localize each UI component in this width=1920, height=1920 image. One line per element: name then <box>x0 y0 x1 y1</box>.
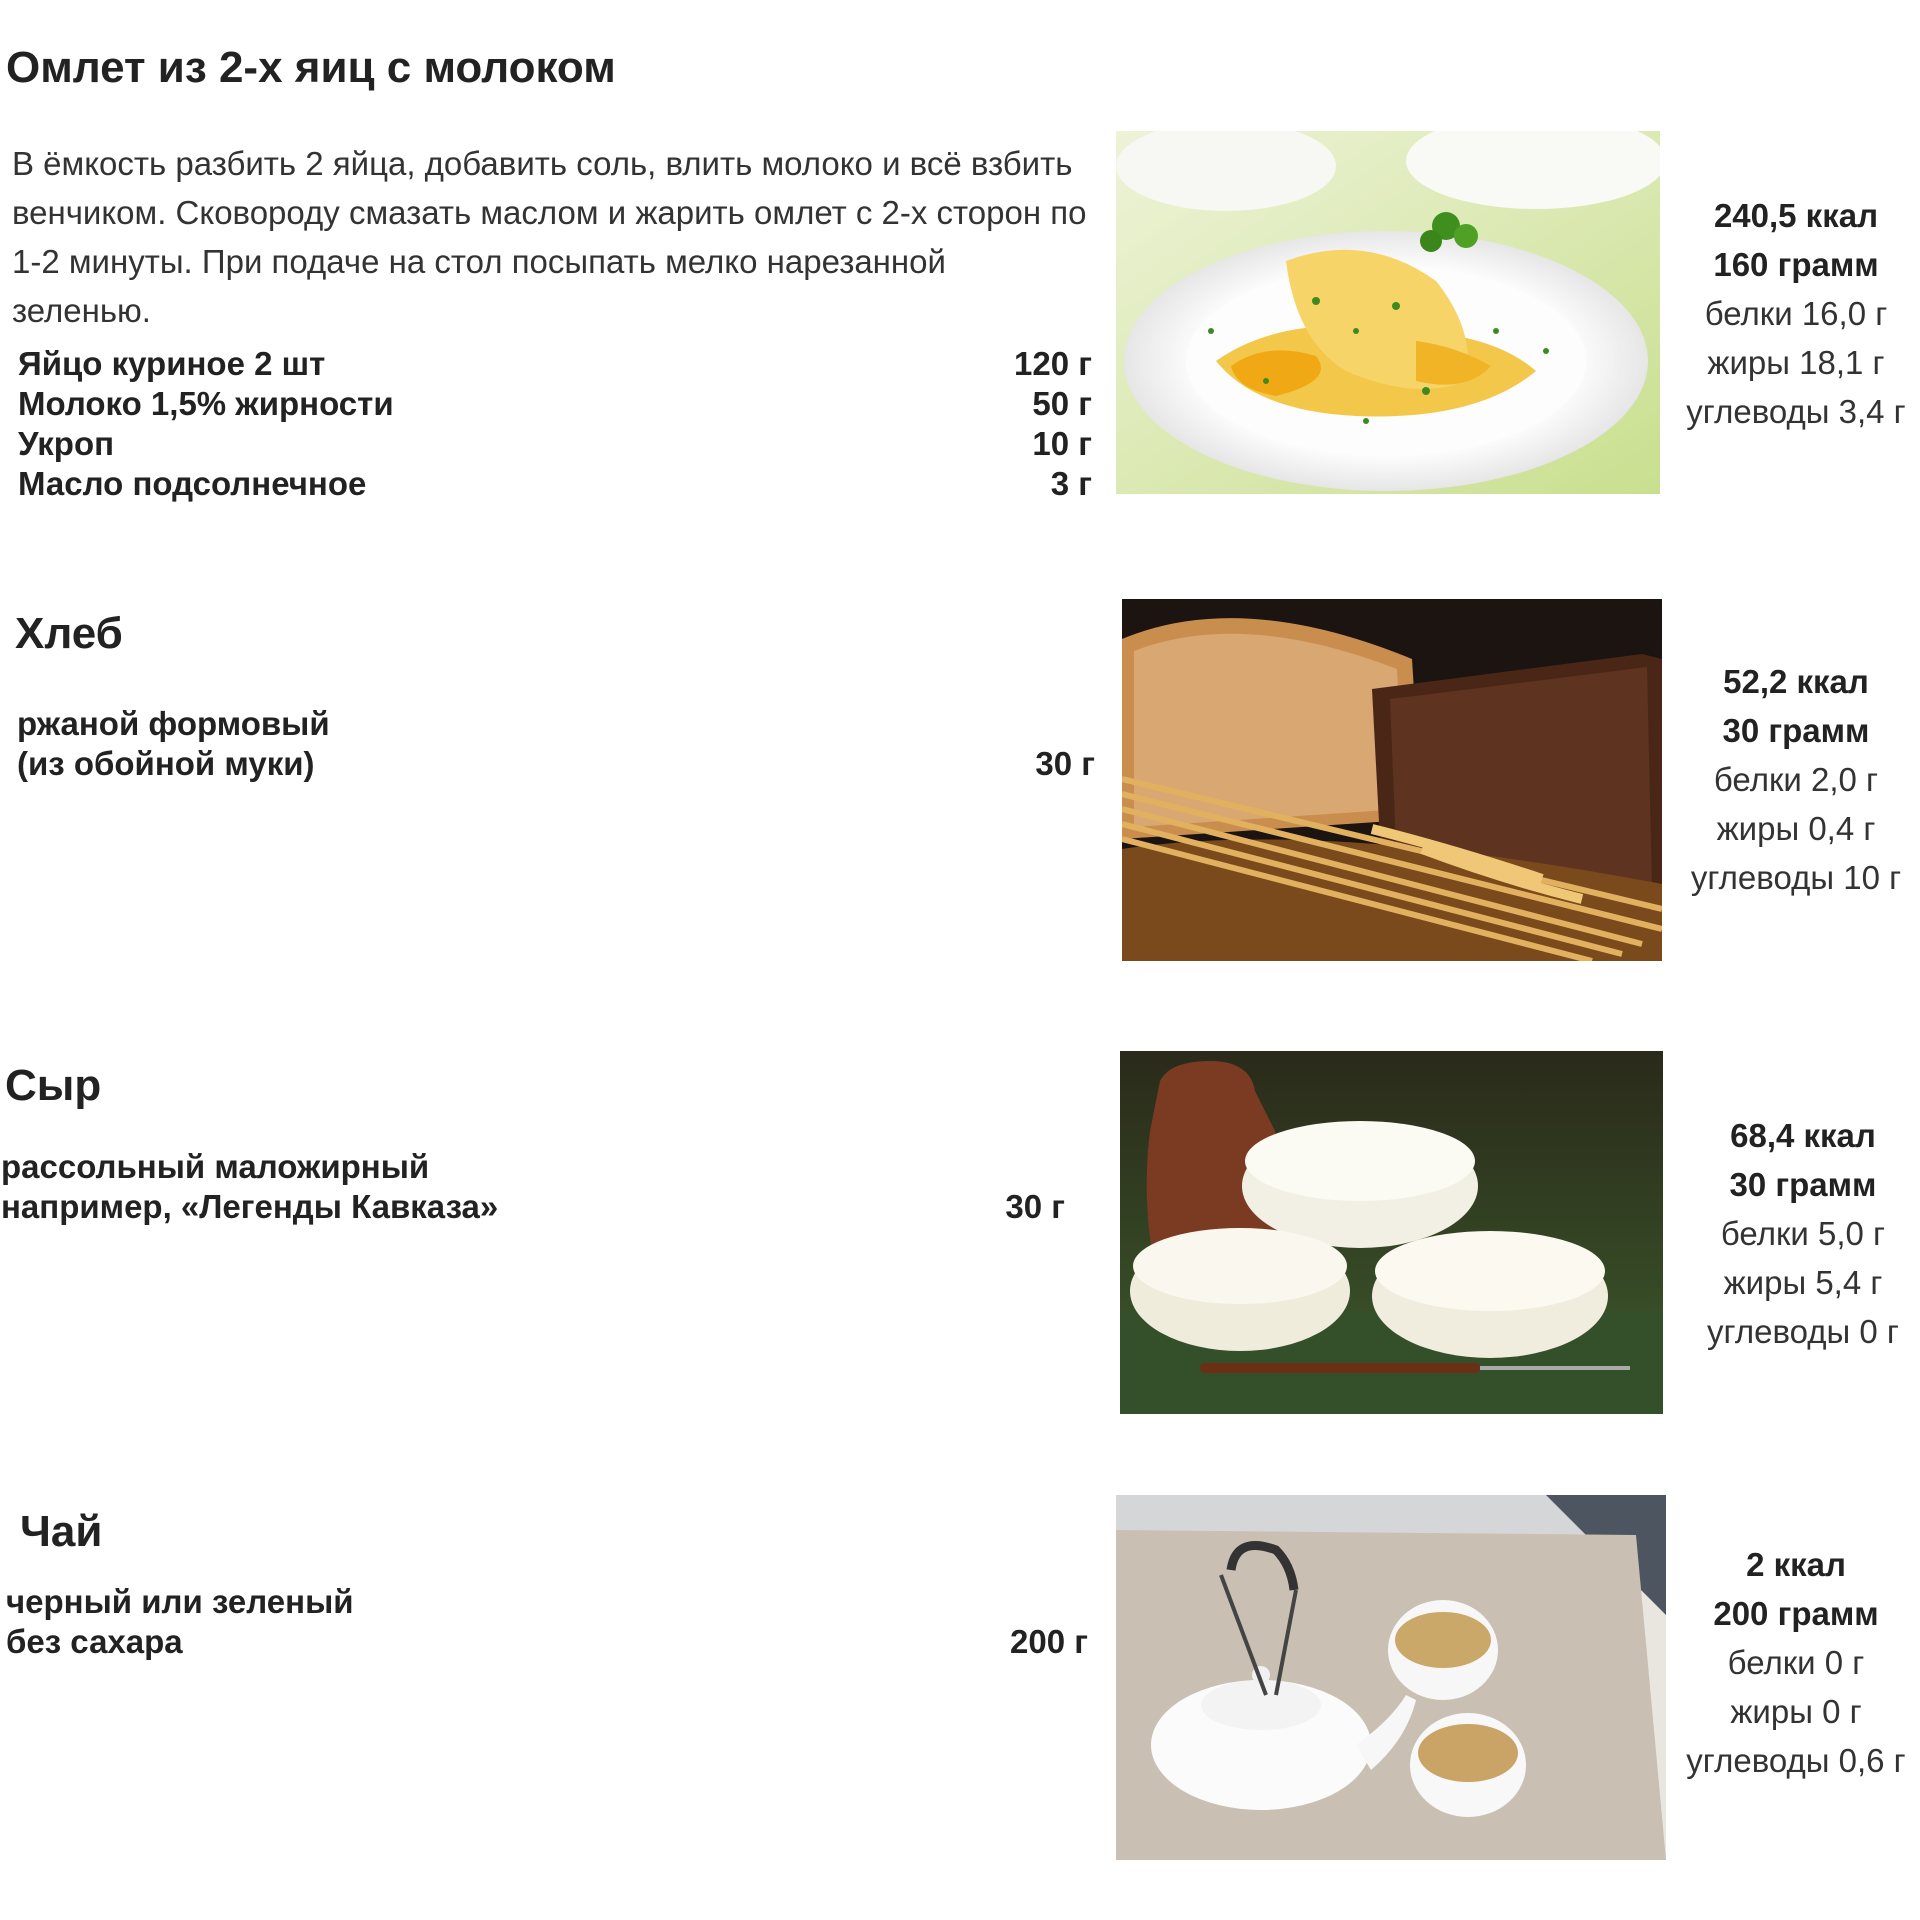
fat: жиры 0 г <box>1730 1693 1862 1730</box>
ingredient-name: Масло подсолнечное <box>18 465 367 502</box>
tea-title: Чай <box>20 1507 103 1556</box>
ingredient-amount: 10 г <box>1032 425 1092 462</box>
tea-nutrition <box>1673 1540 1919 1785</box>
fat: жиры 0,4 г <box>1716 810 1876 847</box>
kcal: 2 ккал <box>1746 1546 1846 1583</box>
bread-line1: ржаной формовый <box>17 705 330 742</box>
bread-amount: 30 г <box>1035 745 1095 782</box>
cheese-line1: рассольный маложирный <box>1 1148 430 1185</box>
carbs: углеводы 3,4 г <box>1686 393 1906 430</box>
bread-title: Хлеб <box>15 609 123 658</box>
ingredient-amount: 3 г <box>1050 465 1092 502</box>
cheese-nutrition <box>1680 1111 1920 1356</box>
omelet-photo <box>1116 131 1660 494</box>
kcal: 68,4 ккал <box>1730 1117 1876 1154</box>
tea-line1: черный или зеленый <box>6 1583 354 1620</box>
ingredient-row <box>18 384 1092 424</box>
tea-amount: 200 г <box>1010 1623 1088 1660</box>
ingredient-row <box>18 464 1092 504</box>
omelet-ingredients <box>18 344 1092 504</box>
bread-nutrition <box>1673 657 1919 902</box>
ingredient-name: Укроп <box>18 425 115 462</box>
protein: белки 0 г <box>1727 1644 1865 1681</box>
grams: 200 грамм <box>1713 1595 1879 1632</box>
ingredient-name: Молоко 1,5% жирности <box>18 385 394 422</box>
cheese-photo <box>1120 1051 1663 1414</box>
protein: белки 2,0 г <box>1713 761 1879 798</box>
ingredient-name: Яйцо куриное 2 шт <box>18 345 326 382</box>
bread-photo <box>1122 599 1662 961</box>
ingredient-amount: 120 г <box>1014 345 1092 382</box>
kcal: 52,2 ккал <box>1723 663 1869 700</box>
cheese-line2: например, «Легенды Кавказа» <box>1 1188 499 1225</box>
ingredient-row <box>18 424 1092 464</box>
ingredient-row <box>18 344 1092 384</box>
omelet-description: В ёмкость разбить 2 яйца, добавить соль, влить молоко и всё взбить венчиком. Сковороду смазать маслом и жарить омлет с 2-х сторон по 1-2 минуты. При подаче на стол посыпать мелко нарезанной зеленью. <box>12 145 1087 329</box>
tea-line2: без сахара <box>6 1623 183 1660</box>
grams: 160 грамм <box>1713 246 1879 283</box>
protein: белки 16,0 г <box>1704 295 1888 332</box>
carbs: углеводы 10 г <box>1690 859 1902 896</box>
cheese-amount: 30 г <box>1005 1188 1065 1225</box>
bread-line2: (из обойной муки) <box>17 745 315 782</box>
fat: жиры 5,4 г <box>1723 1264 1883 1301</box>
omelet-title: Омлет из 2-х яиц с молоком <box>6 43 616 92</box>
carbs: углеводы 0,6 г <box>1686 1742 1906 1779</box>
kcal: 240,5 ккал <box>1713 197 1879 234</box>
fat: жиры 18,1 г <box>1707 344 1885 381</box>
tea-photo <box>1116 1495 1666 1860</box>
carbs: углеводы 0 г <box>1707 1313 1899 1350</box>
ingredient-amount: 50 г <box>1032 385 1092 422</box>
cheese-title: Сыр <box>5 1061 102 1110</box>
omelet-nutrition <box>1673 191 1919 436</box>
protein: белки 5,0 г <box>1720 1215 1886 1252</box>
grams: 30 грамм <box>1722 712 1870 749</box>
grams: 30 грамм <box>1729 1166 1877 1203</box>
